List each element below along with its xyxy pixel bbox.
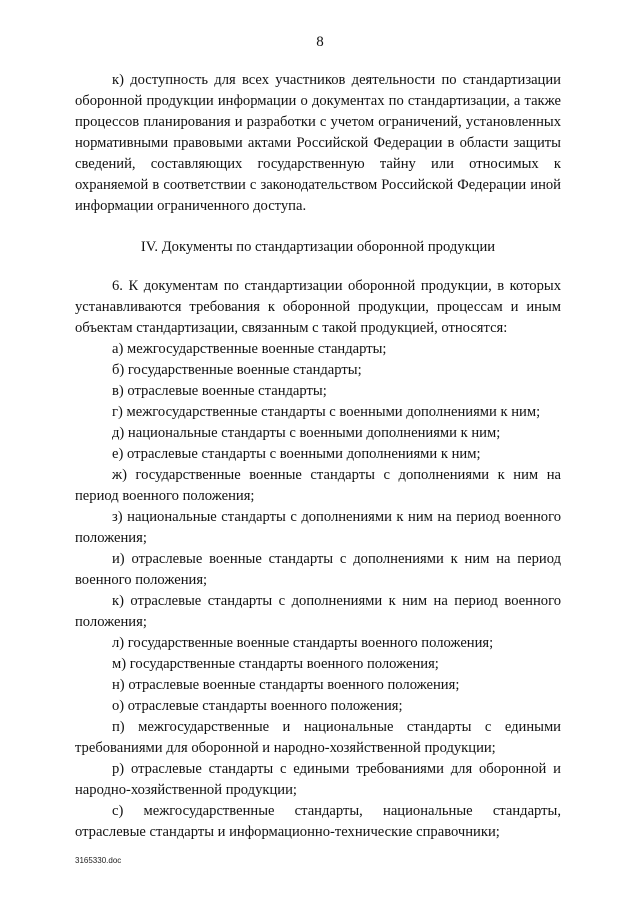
list-item-o: о) отраслевые стандарты военного положения;	[112, 698, 403, 714]
list-item-a: а) межгосударственные военные стандарты;	[112, 341, 387, 357]
list-item-s: с) межгосударственные стандарты, национальные стандарты, отраслевые стандарты и информационно-технические справочники;	[75, 803, 561, 840]
document-body	[75, 70, 561, 843]
section-heading: IV. Документы по стандартизации оборонной продукции	[140, 239, 496, 255]
list-item-r: р) отраслевые стандарты с едиными требованиями для оборонной и народно-хозяйственной продукции;	[75, 761, 561, 798]
list-item-zh: ж) государственные военные стандарты с дополнениями к ним на период военного положения;	[75, 467, 561, 504]
list-item-k: к) отраслевые стандарты с дополнениями к ним на период военного положения;	[75, 593, 561, 630]
list-item-l: л) государственные военные стандарты военного положения;	[112, 635, 494, 651]
footer-filename: 3165330.doc	[75, 856, 122, 865]
list-item-z: з) национальные стандарты с дополнениями к ним на период военного положения;	[75, 509, 561, 546]
list-item-i: и) отраслевые военные стандарты с дополнениями к ним на период военного положения;	[75, 551, 561, 588]
list-item-m: м) государственные стандарты военного положения;	[112, 656, 439, 672]
list-item-b: б) государственные военные стандарты;	[112, 362, 362, 378]
list-item-p: п) межгосударственные и национальные стандарты с едиными требованиями для оборонной и народно-хозяйственной продукции;	[75, 719, 561, 756]
list-item-v: в) отраслевые военные стандарты;	[112, 383, 327, 399]
page-number: 8	[316, 34, 324, 50]
list-item-d: д) национальные стандарты с военными дополнениями к ним;	[112, 425, 501, 441]
list-item-g: г) межгосударственные стандарты с военными дополнениями к ним;	[112, 404, 541, 420]
list-item-n: н) отраслевые военные стандарты военного положения;	[112, 677, 460, 693]
paragraph-6: 6. К документам по стандартизации оборонной продукции, в которых устанавливаются требования к оборонной продукции, процессам и иным объектам стандартизации, связанным с такой продукцией, относятся:	[75, 278, 561, 336]
list-item-e: е) отраслевые стандарты с военными дополнениями к ним;	[112, 446, 481, 462]
paragraph-k-access: к) доступность для всех участников деятельности по стандартизации оборонной продукции информации о документах по стандартизации, а также процессов планирования и разработки с учетом ограничений, установленных нормативными правовыми актами Российской Федерации в области защиты сведений, составляющих государственную тайну или относимых к охраняемой в соответствии с законодательством Российской Федерации иной информации ограниченного доступа.	[75, 72, 561, 214]
